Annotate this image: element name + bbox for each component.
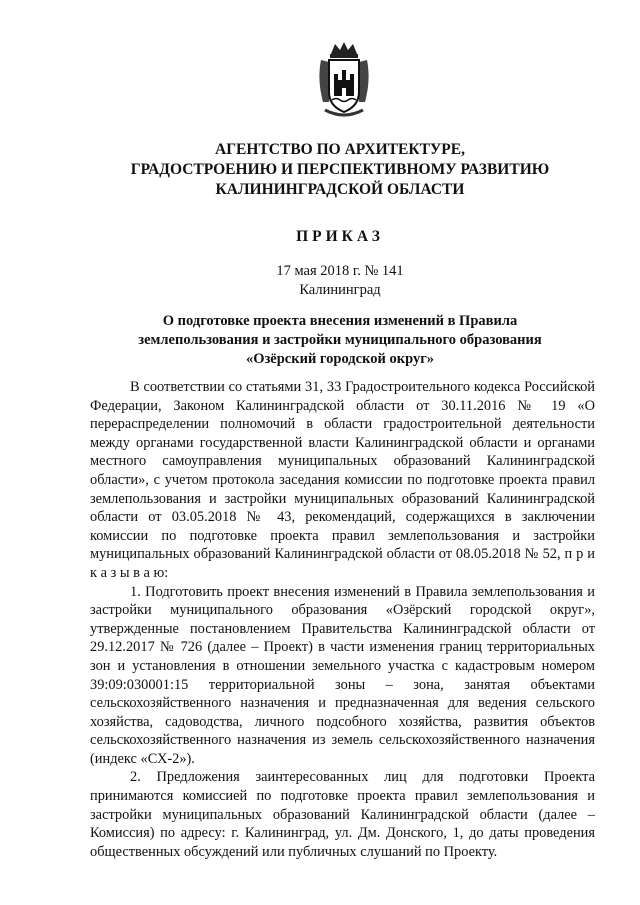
agency-name-line-1: АГЕНТСТВО ПО АРХИТЕКТУРЕ, bbox=[215, 141, 465, 158]
subject-line-1: О подготовке проекта внесения изменений в Правила bbox=[162, 313, 518, 329]
preamble-paragraph: В соответствии со статьями 31, 33 Градостроительного кодекса Российской Федерации, Законом Калининградской области от 30.11.2016 № 19 «О перераспределении полномочий в области градостроительной деятельности между органами государственной власти Калининградской области и органами местного самоуправления муниципальных образований Калининградской области», с учетом протокола заседания комиссии по подготовке проекта правил землепользования и застройки муниципальных образований Калининградской области от 03.05.2018 № 43, рекомендаций, содержащихся в заключении комиссии по подготовке проекта правил землепользования и застройки муниципальных образований Калининградской области от 08.05.2018 № 52, п р и к а з ы в а ю: bbox=[90, 379, 595, 581]
order-city: Калининград bbox=[299, 282, 381, 298]
coat-of-arms-icon bbox=[313, 40, 375, 118]
item-2-paragraph: 2. Предложения заинтересованных лиц для подготовки Проекта принимаются комиссией по подготовке проекта правил землепользования и застройки муниципальных образований Калининградской области (далее – Комиссия) по адресу: г. Калининград, ул. Дм. Донского, 1, до даты проведения общественных обсуждений или публичных слушаний по Проекту. bbox=[90, 769, 595, 860]
order-date-number: 17 мая 2018 г. № 141 bbox=[276, 263, 404, 279]
agency-name-line-3: КАЛИНИНГРАДСКОЙ ОБЛАСТИ bbox=[215, 181, 465, 198]
item-1-paragraph: 1. Подготовить проект внесения изменений в Правила землепользования и застройки муниципального образования «Озёрский городской округ», утвержденные постановлением Правительства Калининградской области от 29.12.2017 № 726 (далее – Проект) в части изменения границ территориальных зон и установления в отношении земельного участка с кадастровым номером 39:09:030001:15 территориальной зоны – зона, занятая объектами сельскохозяйственного назначения и предназначенная для ведения сельского хозяйства, садоводства, личного подсобного хозяйства, развития объектов сельскохозяйственного назначения из земель сельскохозяйственного назначения (индекс «СХ-2»). bbox=[90, 583, 595, 767]
subject-line-3: «Озёрский городской округ» bbox=[245, 351, 435, 367]
agency-name-line-2: ГРАДОСТРОЕНИЮ И ПЕРСПЕКТИВНОМУ РАЗВИТИЮ bbox=[130, 161, 550, 178]
order-title: ПРИКАЗ bbox=[296, 228, 384, 245]
subject-line-2: землепользования и застройки муниципального образования bbox=[138, 332, 542, 348]
order-header bbox=[80, 262, 600, 300]
agency-name bbox=[80, 140, 600, 200]
order-body bbox=[90, 378, 595, 861]
order-subject bbox=[80, 312, 600, 369]
